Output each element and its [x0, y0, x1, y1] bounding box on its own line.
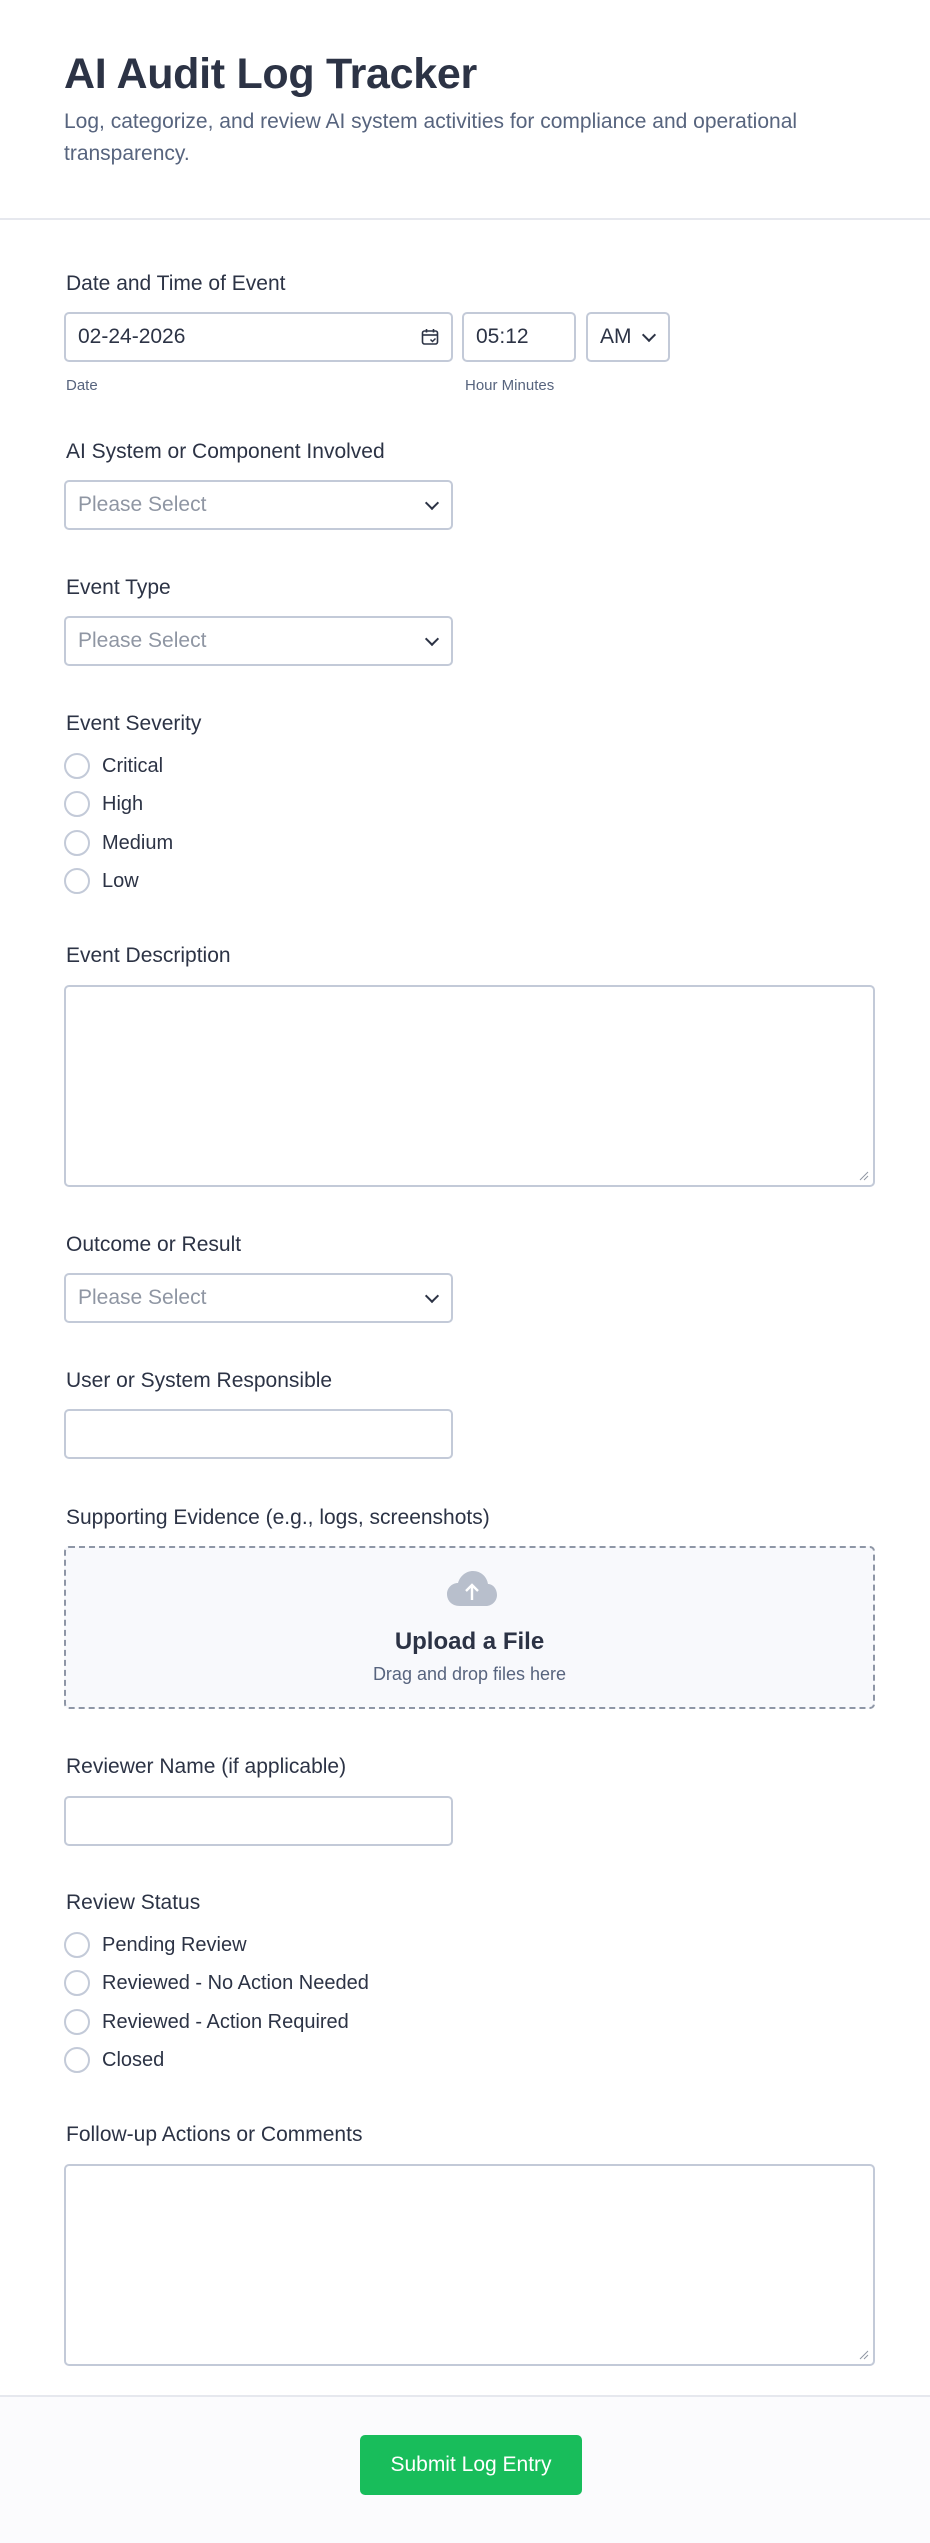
radio-button[interactable] [64, 753, 90, 779]
radio-label: Low [102, 869, 139, 892]
outcome-label: Outcome or Result [66, 1233, 242, 1256]
review-option-no-action[interactable] [64, 1969, 369, 1997]
date-input[interactable] [64, 312, 453, 362]
radio-label: High [102, 792, 144, 815]
chevron-down-icon [642, 328, 656, 342]
form-subtitle: Log, categorize, and review AI system activities for compliance and operational transparency. [64, 110, 798, 165]
form-title: AI Audit Log Tracker [64, 50, 477, 98]
ampm-select[interactable] [586, 312, 670, 362]
radio-label: Critical [102, 754, 164, 777]
upload-subtitle: Drag and drop files here [372, 1664, 567, 1684]
date-sublabel: Date [66, 377, 98, 394]
radio-button[interactable] [64, 868, 90, 894]
description-label: Event Description [66, 944, 231, 967]
radio-button[interactable] [64, 2009, 90, 2035]
radio-label: Medium [102, 831, 174, 854]
form-header [0, 0, 930, 220]
radio-label: Reviewed - Action Required [102, 2010, 349, 2033]
severity-label: Event Severity [66, 712, 202, 735]
chevron-down-icon [425, 496, 439, 510]
radio-button[interactable] [64, 1932, 90, 1958]
ai-system-select[interactable] [64, 480, 453, 530]
chevron-down-icon [425, 632, 439, 646]
radio-label: Closed [102, 2048, 165, 2071]
resize-handle-icon[interactable] [859, 2350, 869, 2360]
radio-button[interactable] [64, 791, 90, 817]
form-footer [0, 2395, 930, 2543]
time-value: 05:12 [476, 325, 529, 348]
responsible-input[interactable] [64, 1409, 453, 1459]
time-sublabel: Hour Minutes [465, 377, 555, 394]
radio-label: Reviewed - No Action Needed [102, 1971, 369, 1994]
radio-button[interactable] [64, 830, 90, 856]
ampm-value: AM [600, 325, 632, 348]
date-value: 02-24-2026 [78, 325, 186, 348]
review-option-closed[interactable] [64, 2046, 164, 2074]
severity-option-critical[interactable] [64, 752, 163, 780]
chevron-down-icon [425, 1289, 439, 1303]
reviewer-label: Reviewer Name (if applicable) [66, 1755, 347, 1778]
responsible-label: User or System Responsible [66, 1369, 333, 1392]
event-type-label: Event Type [66, 576, 171, 599]
ai-system-placeholder: Please Select [78, 493, 207, 516]
radio-button[interactable] [64, 2047, 90, 2073]
outcome-select[interactable] [64, 1273, 453, 1323]
review-option-action-required[interactable] [64, 2008, 349, 2036]
review-status-label: Review Status [66, 1891, 201, 1914]
radio-label: Pending Review [102, 1933, 247, 1956]
datetime-label: Date and Time of Event [66, 272, 286, 295]
reviewer-input[interactable] [64, 1796, 453, 1846]
followup-textarea[interactable] [64, 2164, 875, 2366]
severity-option-high[interactable] [64, 790, 143, 818]
upload-title: Upload a File [394, 1628, 545, 1655]
event-type-placeholder: Please Select [78, 629, 207, 652]
event-type-select[interactable] [64, 616, 453, 666]
submit-button[interactable]: Submit Log Entry [360, 2435, 582, 2495]
resize-handle-icon[interactable] [859, 1171, 869, 1181]
radio-button[interactable] [64, 1970, 90, 1996]
review-option-pending[interactable] [64, 1931, 247, 1959]
time-input[interactable] [462, 312, 576, 362]
outcome-placeholder: Please Select [78, 1286, 207, 1309]
description-textarea[interactable] [64, 985, 875, 1187]
severity-option-low[interactable] [64, 867, 139, 895]
severity-option-medium[interactable] [64, 829, 173, 857]
cloud-upload-icon [446, 1570, 498, 1608]
ai-system-label: AI System or Component Involved [66, 440, 385, 463]
evidence-label: Supporting Evidence (e.g., logs, screenshots) [66, 1506, 490, 1529]
file-upload-dropzone[interactable] [64, 1546, 875, 1709]
calendar-icon[interactable] [421, 328, 439, 346]
followup-label: Follow-up Actions or Comments [66, 2123, 363, 2146]
